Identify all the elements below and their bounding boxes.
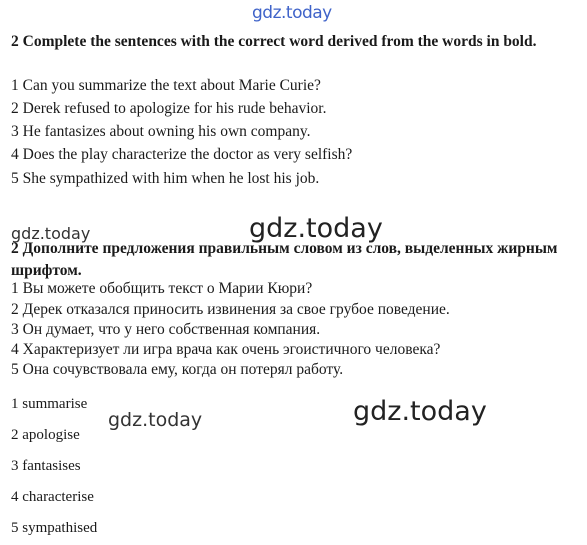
english-task-heading: 2 Complete the sentences with the correct word derived from the words in bold. bbox=[11, 33, 537, 50]
russian-sentence-1: 1 Вы можете обобщить текст о Марии Кюри? bbox=[11, 280, 313, 297]
russian-sentence-5: 5 Она сочувствовала ему, когда он потерял работу. bbox=[11, 361, 344, 378]
answer-5: 5 sympathised bbox=[11, 520, 98, 536]
russian-sentence-3: 3 Он думает, что у него собственная компания. bbox=[11, 321, 321, 338]
watermark-left: gdz.today bbox=[108, 409, 203, 431]
english-sentence-3: 3 He fantasizes about owning his own company. bbox=[11, 123, 311, 140]
english-sentence-5: 5 She sympathized with him when he lost his job. bbox=[11, 170, 320, 187]
answer-4: 4 characterise bbox=[11, 489, 94, 505]
answer-3: 3 fantasises bbox=[11, 458, 81, 474]
english-sentence-4: 4 Does the play characterize the doctor as very selfish? bbox=[11, 146, 353, 163]
watermark-right: gdz.today bbox=[353, 396, 487, 427]
answer-2: 2 apologise bbox=[11, 427, 80, 443]
answer-1: 1 summarise bbox=[11, 396, 88, 412]
english-sentence-1: 1 Can you summarize the text about Marie Curie? bbox=[11, 77, 321, 94]
english-sentence-2: 2 Derek refused to apologize for his rude behavior. bbox=[11, 100, 327, 117]
watermark-top: gdz.today bbox=[252, 3, 332, 23]
russian-task-heading: 2 Дополните предложения правильным словом из слов, выделенных жирным шрифтом. bbox=[11, 240, 558, 279]
watermark-small: gdz.today bbox=[11, 224, 91, 243]
russian-sentence-4: 4 Характеризует ли игра врача как очень эгоистичного человека? bbox=[11, 341, 441, 358]
russian-sentence-2: 2 Дерек отказался приносить извинения за свое грубое поведение. bbox=[11, 301, 450, 318]
watermark-mid: gdz.today bbox=[249, 213, 383, 244]
